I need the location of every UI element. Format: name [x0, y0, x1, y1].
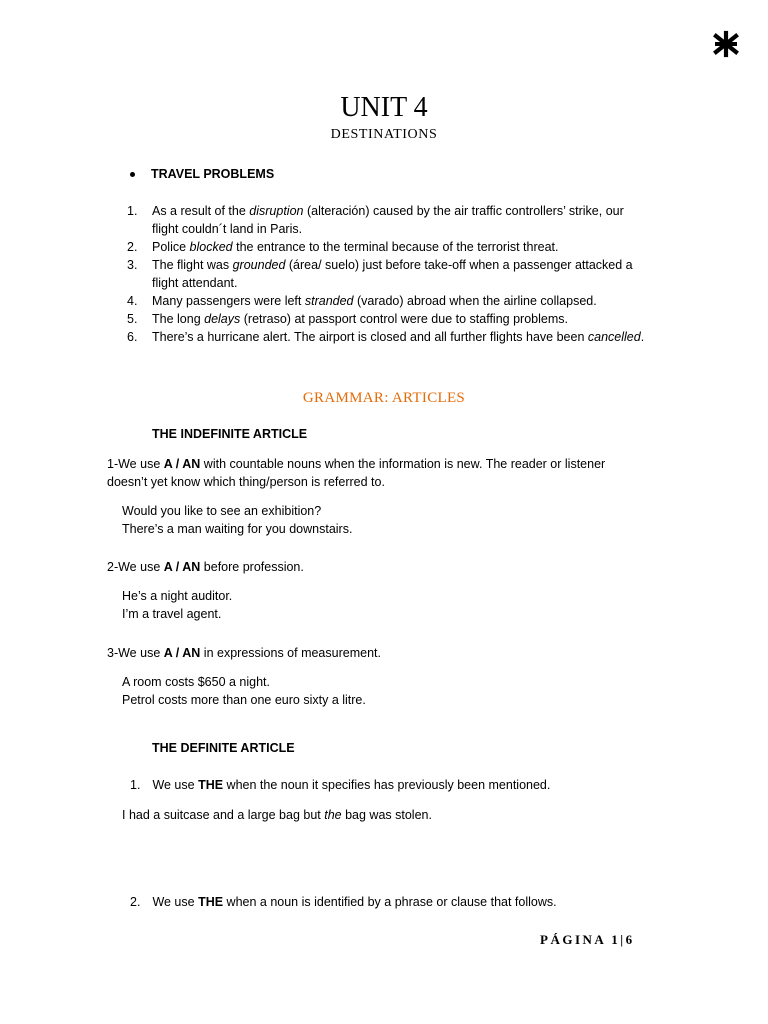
travel-problem-item: 2. Police blocked the entrance to the terminal because of the terrorist threat. [127, 240, 559, 254]
travel-problems-list [127, 202, 647, 346]
item-number: 6. [127, 330, 138, 344]
example-3b: Petrol costs more than one euro sixty a litre. [122, 693, 366, 707]
example-2a: He’s a night auditor. [122, 589, 233, 603]
example-1a: Would you like to see an exhibition? [122, 504, 322, 518]
item-number: 4. [127, 294, 138, 308]
page-number: PÁGINA 1|6 [540, 932, 635, 947]
example-2b: I’m a travel agent. [122, 607, 222, 621]
indefinite-article-heading: THE INDEFINITE ARTICLE [152, 427, 308, 441]
definite-rule-2: 2. We use THE when a noun is identified by a phrase or clause that follows. [130, 895, 557, 909]
item-number: 1. [127, 204, 138, 218]
item-number: 2. [127, 240, 138, 254]
bullet-icon [130, 172, 135, 177]
definite-example: I had a suitcase and a large bag but the bag was stolen. [122, 808, 432, 822]
travel-problem-item: 3. The flight was grounded (área/ suelo) just before take-off when a passenger attacked a flight attendant. [127, 258, 633, 290]
travel-problem-item: 1. As a result of the disruption (alteración) caused by the air traffic controllers’ strike, our flight couldn´t land in Paris. [127, 204, 624, 236]
definite-article-heading: THE DEFINITE ARTICLE [152, 741, 295, 755]
indefinite-rule-1: 1-We use A / AN with countable nouns when the information is new. The reader or listener doesn’t yet know which thing/person is referred to. [107, 457, 606, 489]
travel-problems-heading: TRAVEL PROBLEMS [130, 167, 274, 181]
definite-rule-1: 1. We use THE when the noun it specifies has previously been mentioned. [130, 778, 551, 792]
unit-subtitle: DESTINATIONS [330, 127, 438, 142]
travel-problem-item: 4. Many passengers were left stranded (varado) abroad when the airline collapsed. [127, 294, 597, 308]
travel-problem-item: 5. The long delays (retraso) at passport control were due to staffing problems. [127, 312, 568, 326]
example-1b: There’s a man waiting for you downstairs. [122, 522, 353, 536]
unit-title: UNIT 4 [340, 92, 428, 123]
indefinite-rule-3: 3-We use A / AN in expressions of measurement. [107, 646, 381, 660]
indefinite-rule-2: 2-We use A / AN before profession. [107, 560, 304, 574]
example-3a: A room costs $650 a night. [122, 675, 271, 689]
university-logo-icon [712, 30, 740, 58]
item-number: 5. [127, 312, 138, 326]
item-number: 3. [127, 258, 138, 272]
travel-problem-item: 6. There’s a hurricane alert. The airport is closed and all further flights have been cancelled. [127, 330, 645, 344]
grammar-heading: GRAMMAR: ARTICLES [302, 390, 466, 406]
